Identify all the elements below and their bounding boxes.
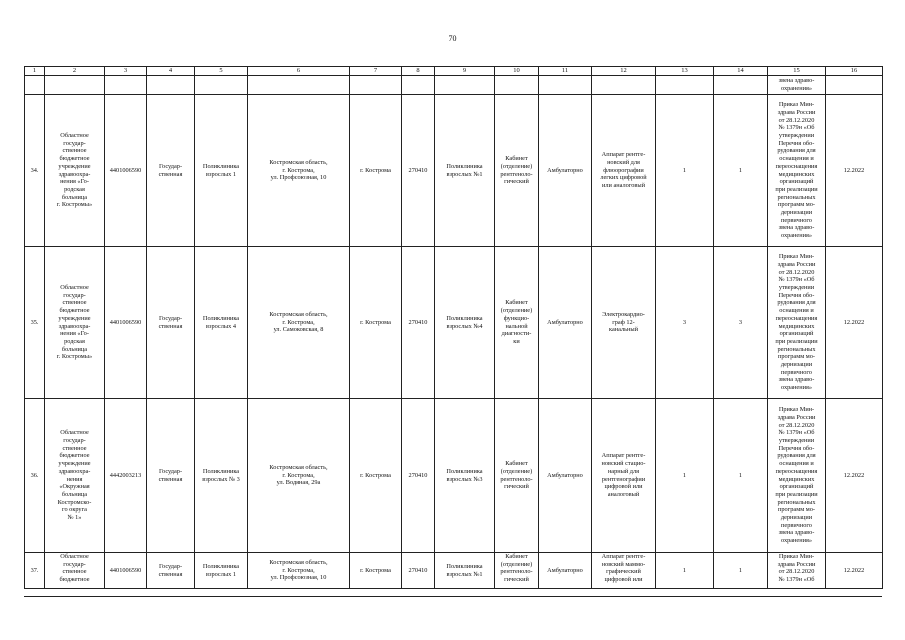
table-row xyxy=(25,553,883,589)
cell-inn: 4401006590 xyxy=(105,553,147,589)
column-number: 3 xyxy=(105,67,147,76)
cell-empty xyxy=(25,76,45,95)
column-number: 2 xyxy=(45,67,105,76)
cell-quantity: 1 xyxy=(714,399,768,553)
cell-quantity-plan: 1 xyxy=(656,399,714,553)
cell-room: Кабинет (отделение) рентгеноло- гический xyxy=(495,553,539,589)
cell-date: 12.2022 xyxy=(826,95,883,247)
column-number: 9 xyxy=(435,67,495,76)
cell-empty xyxy=(195,76,248,95)
cell-address: Костромская область, г. Кострома, ул. Самоковская, 8 xyxy=(248,247,350,399)
continuation-row xyxy=(25,76,883,95)
cell-organization: Областное государ- ственное бюджетное xyxy=(45,553,105,589)
cell-equipment: Электрокардио- граф 12- канальный xyxy=(592,247,656,399)
cell-empty xyxy=(350,76,402,95)
cell-code: 270410 xyxy=(402,95,435,247)
cell-room: Кабинет (отделение) функцио- нальной диагности- ки xyxy=(495,247,539,399)
cell-ownership: Государ- ственная xyxy=(147,95,195,247)
column-number: 13 xyxy=(656,67,714,76)
cell-row-number: 35. xyxy=(25,247,45,399)
cell-code: 270410 xyxy=(402,399,435,553)
cell-settlement: г. Кострома xyxy=(350,247,402,399)
cell-empty xyxy=(402,76,435,95)
column-number: 1 xyxy=(25,67,45,76)
cell-legal-basis: звена здраво- охранения» xyxy=(768,76,826,95)
cell-row-number: 37. xyxy=(25,553,45,589)
table-row xyxy=(25,247,883,399)
cell-legal-basis: Приказ Мин- здрава России от 28.12.2020 № 1379н «Об утверждении Перечня обо- рудования для оснащения и переоснащения медицинских организаций при реализации региональных программ мо- дернизации первичного звена здраво- охранения» xyxy=(768,95,826,247)
cell-organization: Областное государ- ственное бюджетное учреждение здравоохра- нения «Окружная больница Костромско- го округа № 1» xyxy=(45,399,105,553)
cell-row-number: 34. xyxy=(25,95,45,247)
cell-care-type: Амбулаторно xyxy=(539,247,592,399)
cell-quantity: 1 xyxy=(714,95,768,247)
cell-legal-basis: Приказ Мин- здрава России от 28.12.2020 № 1379н «Об утверждении Перечня обо- рудования для оснащения и переоснащения медицинских организаций при реализации региональных программ мо- дернизации первичного звена здраво- охранения» xyxy=(768,247,826,399)
column-number: 11 xyxy=(539,67,592,76)
cell-ownership: Государ- ственная xyxy=(147,553,195,589)
column-number-row xyxy=(25,67,883,76)
cell-date: 12.2022 xyxy=(826,553,883,589)
cell-empty xyxy=(435,76,495,95)
cell-equipment: Аппарат рентге- новский маммо- графический цифровой или xyxy=(592,553,656,589)
cell-department: Поликлиника взрослых №1 xyxy=(435,95,495,247)
cell-empty xyxy=(714,76,768,95)
cell-row-number: 36. xyxy=(25,399,45,553)
cell-quantity-plan: 3 xyxy=(656,247,714,399)
cell-inn: 4442003213 xyxy=(105,399,147,553)
cell-unit: Поликлиника взрослых № 3 xyxy=(195,399,248,553)
cell-settlement: г. Кострома xyxy=(350,553,402,589)
cell-empty xyxy=(105,76,147,95)
column-number: 14 xyxy=(714,67,768,76)
cell-inn: 4401006590 xyxy=(105,247,147,399)
table-row xyxy=(25,399,883,553)
table-row xyxy=(25,95,883,247)
cell-equipment: Аппарат рентге- новский стацио- нарный для рентгенографии цифровой или аналоговый xyxy=(592,399,656,553)
cell-empty xyxy=(656,76,714,95)
cell-legal-basis: Приказ Мин- здрава России от 28.12.2020 № 1379н «Об xyxy=(768,553,826,589)
column-number: 5 xyxy=(195,67,248,76)
cell-equipment: Аппарат рентге- новский для флюорографии легких цифровой или аналоговый xyxy=(592,95,656,247)
page-bottom-rule xyxy=(24,596,882,597)
column-number: 7 xyxy=(350,67,402,76)
cell-empty xyxy=(539,76,592,95)
cell-empty xyxy=(592,76,656,95)
column-number: 15 xyxy=(768,67,826,76)
cell-address: Костромская область, г. Кострома, ул. Водяная, 29а xyxy=(248,399,350,553)
cell-date: 12.2022 xyxy=(826,399,883,553)
cell-legal-basis: Приказ Мин- здрава России от 28.12.2020 № 1379н «Об утверждении Перечня обо- рудования для оснащения и переоснащения медицинских организаций при реализации региональных программ мо- дернизации первичного звена здраво- охранения» xyxy=(768,399,826,553)
cell-empty xyxy=(248,76,350,95)
cell-date: 12.2022 xyxy=(826,247,883,399)
cell-organization: Областное государ- ственное бюджетное учреждение здравоохра- нения «Го- родская больница г. Костромы» xyxy=(45,95,105,247)
cell-room: Кабинет (отделение) рентгеноло- гический xyxy=(495,95,539,247)
cell-quantity: 1 xyxy=(714,553,768,589)
column-number: 16 xyxy=(826,67,883,76)
cell-quantity-plan: 1 xyxy=(656,95,714,247)
cell-inn: 4401006590 xyxy=(105,95,147,247)
cell-quantity-plan: 1 xyxy=(656,553,714,589)
cell-ownership: Государ- ственная xyxy=(147,399,195,553)
cell-ownership: Государ- ственная xyxy=(147,247,195,399)
column-number: 8 xyxy=(402,67,435,76)
cell-room: Кабинет (отделение) рентгеноло- гический xyxy=(495,399,539,553)
cell-empty xyxy=(45,76,105,95)
page-number: 70 xyxy=(448,34,457,43)
cell-unit: Поликлиника взрослых 1 xyxy=(195,553,248,589)
cell-quantity: 3 xyxy=(714,247,768,399)
cell-empty xyxy=(147,76,195,95)
cell-empty xyxy=(826,76,883,95)
cell-care-type: Амбулаторно xyxy=(539,399,592,553)
cell-settlement: г. Кострома xyxy=(350,95,402,247)
column-number: 10 xyxy=(495,67,539,76)
column-number: 6 xyxy=(248,67,350,76)
column-number: 12 xyxy=(592,67,656,76)
cell-department: Поликлиника взрослых №1 xyxy=(435,553,495,589)
cell-care-type: Амбулаторно xyxy=(539,553,592,589)
cell-address: Костромская область, г. Кострома, ул. Профсоюзная, 10 xyxy=(248,553,350,589)
cell-code: 270410 xyxy=(402,553,435,589)
cell-settlement: г. Кострома xyxy=(350,399,402,553)
equipment-registry-table xyxy=(24,66,883,589)
cell-empty xyxy=(495,76,539,95)
cell-department: Поликлиника взрослых №4 xyxy=(435,247,495,399)
cell-organization: Областное государ- ственное бюджетное учреждение здравоохра- нения «Го- родская больница г. Костромы» xyxy=(45,247,105,399)
cell-code: 270410 xyxy=(402,247,435,399)
cell-department: Поликлиника взрослых №3 xyxy=(435,399,495,553)
cell-unit: Поликлиника взрослых 1 xyxy=(195,95,248,247)
column-number: 4 xyxy=(147,67,195,76)
cell-unit: Поликлиника взрослых 4 xyxy=(195,247,248,399)
cell-care-type: Амбулаторно xyxy=(539,95,592,247)
cell-address: Костромская область, г. Кострома, ул. Профсоюзная, 10 xyxy=(248,95,350,247)
